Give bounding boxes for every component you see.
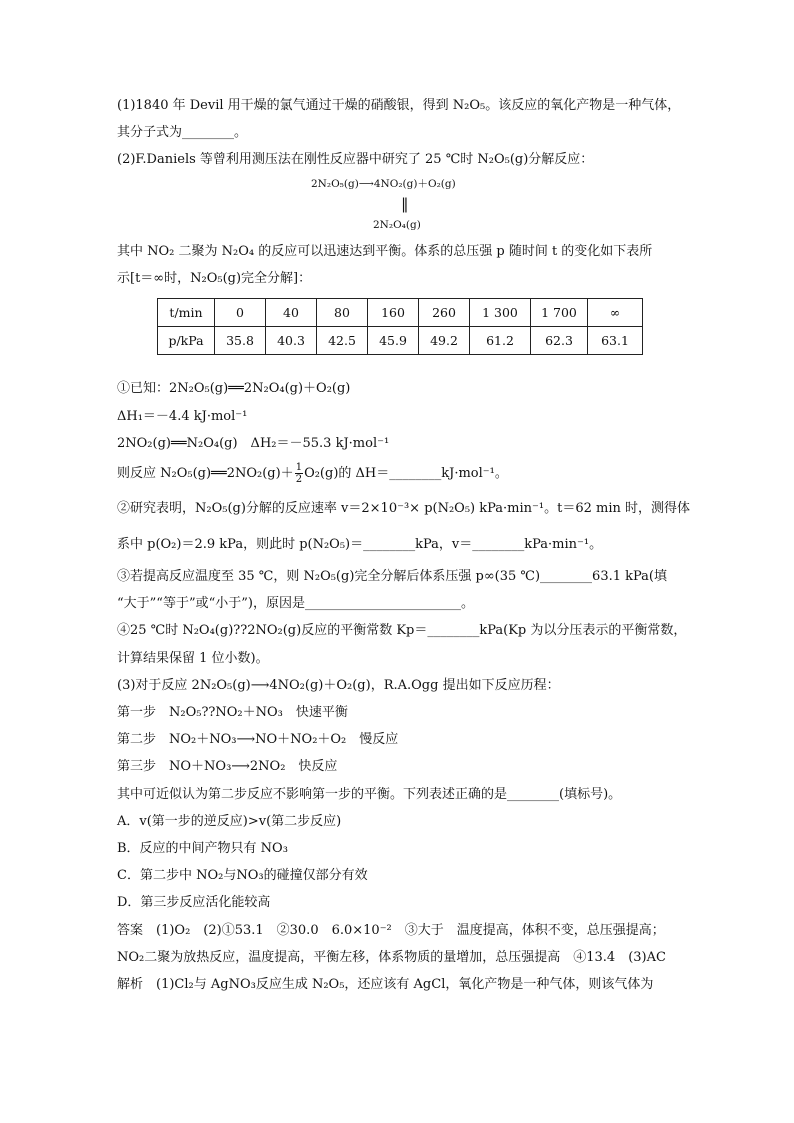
answer-line2: NO₂二聚为放热反应，温度提高，平衡左移，体系物质的量增加，总压强提高 ④13.4 (3)AC	[117, 949, 666, 965]
table-cell: 160	[368, 299, 419, 327]
step-one: 第一步 N₂O₅??NO₂＋NO₃ 快速平衡	[117, 705, 348, 721]
one-half-fraction	[295, 462, 303, 485]
table-cell: 45.9	[368, 327, 419, 355]
table-cell: 63.1	[588, 327, 643, 355]
table-cell: ∞	[588, 299, 643, 327]
step-two: 第二步 NO₂＋NO₃⟶NO＋NO₂＋O₂ 慢反应	[117, 732, 399, 748]
table-cell: t/min	[158, 299, 215, 327]
table-cell: 40	[266, 299, 317, 327]
table-cell: 61.2	[470, 327, 531, 355]
sub3-line2: “大于”“等于”或“小于”)，原因是________________________。	[117, 596, 474, 612]
step-three: 第三步 NO＋NO₃⟶2NO₂ 快反应	[117, 759, 338, 775]
q2-intro-line1: (2)F.Daniels 等曾利用测压法在刚性反应器中研究了 25 ℃时 N₂O₅(g)分解反应：	[117, 152, 594, 168]
sub4-line1: ④25 ℃时 N₂O₄(g)??2NO₂(g)反应的平衡常数 Kp＝________kPa(Kp 为以分压表示的平衡常数，	[117, 623, 687, 639]
sub2-line2: 系中 p(O₂)＝2.9 kPa，则此时 p(N₂O₅)＝________kPa，v＝________kPa·min⁻¹。	[117, 537, 603, 553]
q3-intro-line1: (3)对于反应 2N₂O₅(g)⟶4NO₂(g)＋O₂(g)，R.A.Ogg 提出如下反应历程：	[117, 677, 560, 693]
scheme-top-equation: 2N₂O₅(g)⟶4NO₂(g)＋O₂(g)	[311, 177, 456, 190]
q1-intro-line1: (1)1840 年 Devil 用干燥的氯气通过干燥的硝酸银，得到 N₂O₅。该反应的氧化产物是一种气体，	[117, 98, 681, 113]
pressure-time-table	[157, 298, 643, 355]
table-cell: 1 300	[470, 299, 531, 327]
table-cell: 42.5	[317, 327, 368, 355]
sub1-line4-part2: O₂(g)的 ΔH＝________kJ·mol⁻¹。	[304, 466, 508, 482]
table-row	[158, 299, 643, 327]
analysis-line1: 解析 (1)Cl₂与 AgNO₃反应生成 N₂O₅，还应该有 AgCl，氧化产物是一种气体，则该气体为	[117, 977, 654, 993]
sub1-line3: 2NO₂(g)══N₂O₄(g) ΔH₂＝－55.3 kJ·mol⁻¹	[117, 435, 390, 451]
sub4-line2: 计算结果保留 1 位小数)。	[117, 650, 269, 666]
sub1-line4-part1: 则反应 N₂O₅(g)══2NO₂(g)＋	[117, 466, 294, 482]
option-d: D．第三步反应活化能较高	[117, 895, 271, 911]
sub1-line4	[117, 457, 677, 491]
answer-line1: 答案 (1)O₂ (2)①53.1 ②30.0 6.0×10⁻² ③大于 温度提高，体积不变，总压强提高；	[117, 922, 665, 938]
fraction-denominator: 2	[295, 474, 303, 486]
document-page	[117, 92, 690, 998]
table-cell: 0	[215, 299, 266, 327]
option-a: A．v(第一步的逆反应)>v(第二步反应)	[117, 813, 342, 829]
sub2-line1: ②研究表明，N₂O₅(g)分解的反应速率 v＝2×10⁻³× p(N₂O₅) kPa·min⁻¹。t＝62 min 时，测得体	[117, 501, 690, 517]
sub1-line2: ΔH₁＝－4.4 kJ·mol⁻¹	[117, 408, 248, 424]
table-cell: p/kPa	[158, 327, 215, 355]
table-cell: 1 700	[531, 299, 588, 327]
option-b: B．反应的中间产物只有 NO₃	[117, 841, 288, 857]
q3-intro-line2: 其中可近似认为第二步反应不影响第一步的平衡。下列表述正确的是________(填标号)。	[117, 786, 622, 802]
table-cell: 49.2	[419, 327, 470, 355]
sub3-line1: ③若提高反应温度至 35 ℃，则 N₂O₅(g)完全分解后体系压强 p∞(35 ℃)________63.1 kPa(填	[117, 569, 667, 585]
table-cell: 35.8	[215, 327, 266, 355]
scheme-bottom-species: 2N₂O₄(g)	[373, 218, 421, 231]
table-cell: 62.3	[531, 327, 588, 355]
table-row	[158, 327, 643, 355]
equilibrium-bar-icon: ‖	[401, 194, 409, 213]
q2-intro-line2: 其中 NO₂ 二聚为 N₂O₄ 的反应可以迅速达到平衡。体系的总压强 p 随时间 t 的变化如下表所	[117, 243, 653, 259]
q2-intro-line3: 示[t＝∞时，N₂O₅(g)完全分解]：	[117, 270, 312, 286]
table-cell: 40.3	[266, 327, 317, 355]
fraction-numerator: 1	[295, 462, 303, 474]
q1-intro-line2: 其分子式为________。	[117, 125, 248, 141]
table-cell: 260	[419, 299, 470, 327]
table-cell: 80	[317, 299, 368, 327]
reaction-scheme	[117, 174, 677, 238]
option-c: C．第二步中 NO₂与NO₃的碰撞仅部分有效	[117, 868, 368, 884]
sub1-line1: ①已知：2N₂O₅(g)══2N₂O₄(g)＋O₂(g)	[117, 381, 351, 397]
